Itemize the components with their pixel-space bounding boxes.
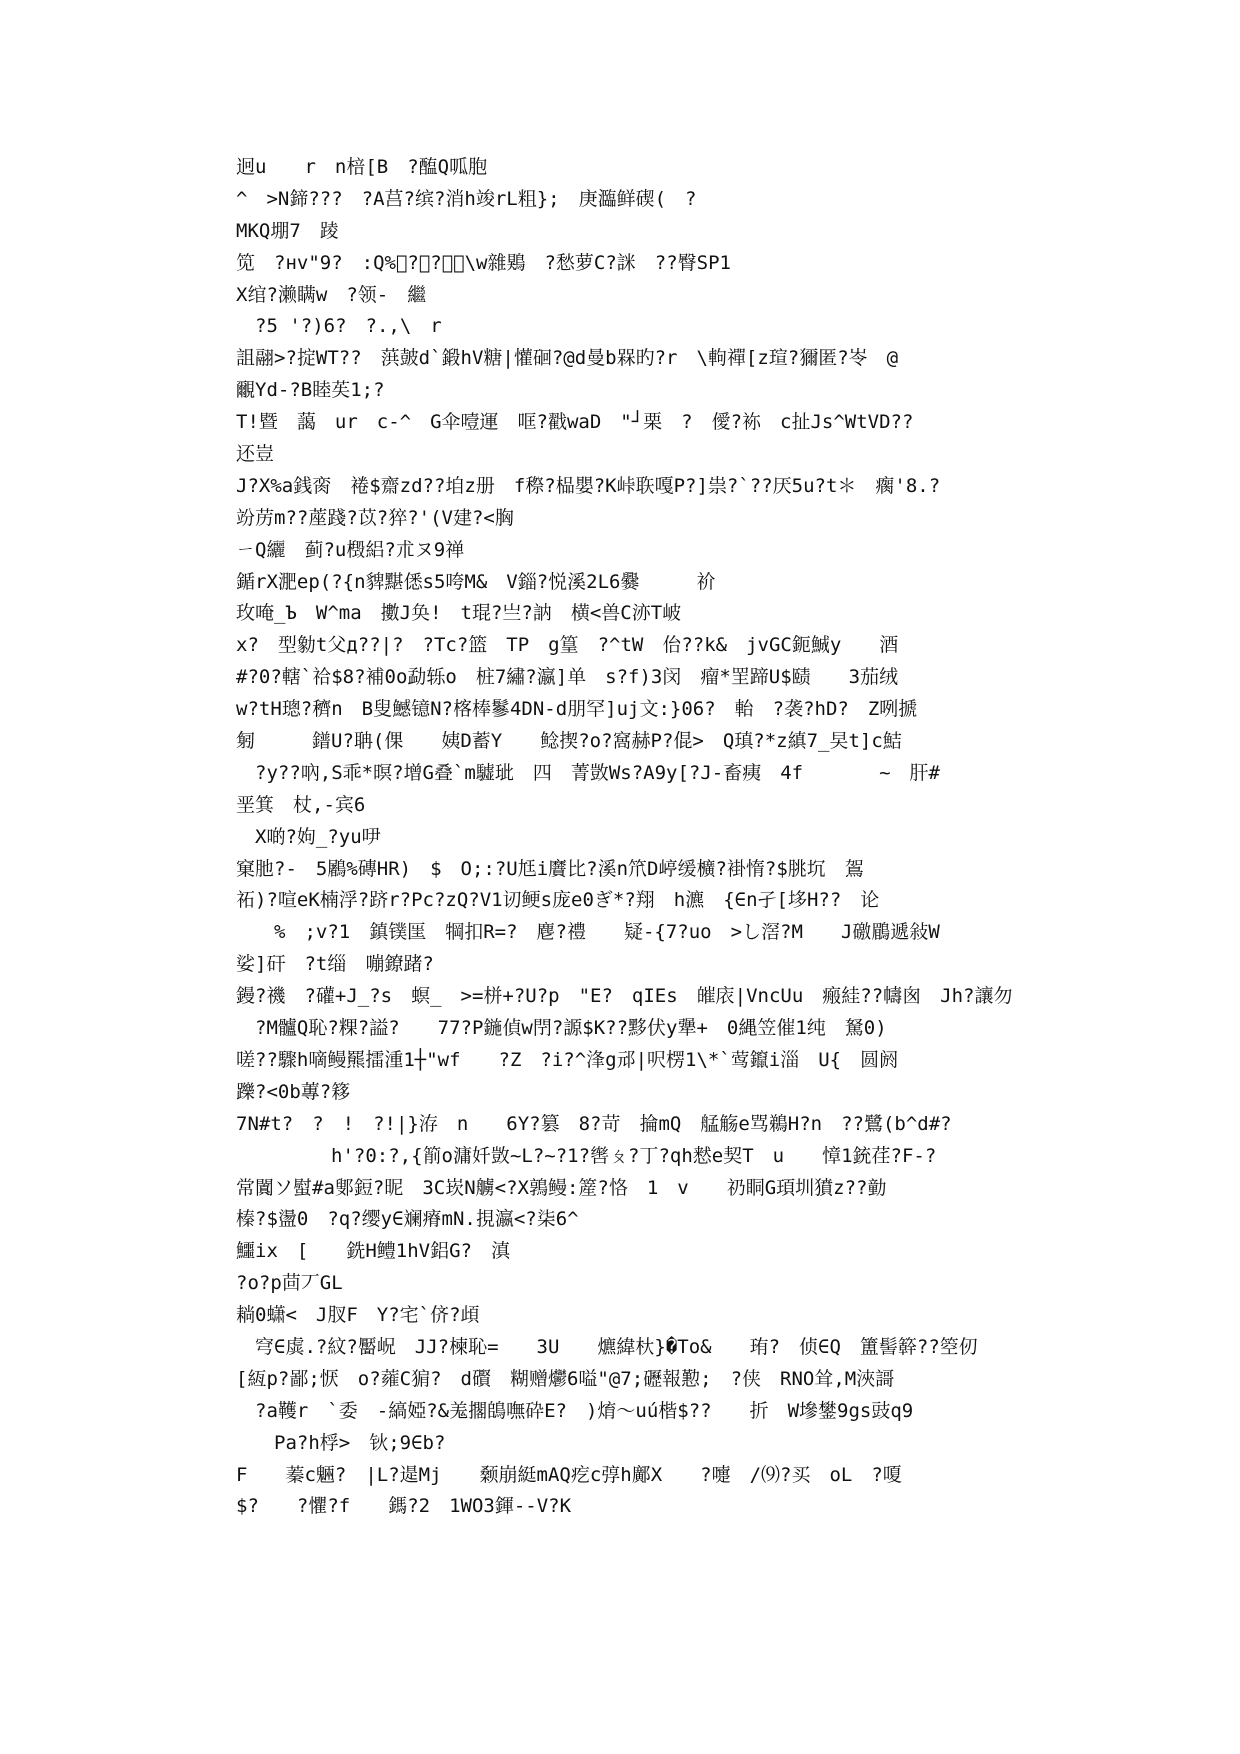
text-line-19: 匑 鐠U?聃(倮 姨D蓄Y 鲶揳?o?窩赫P?倱> Q瑱?*z縝7_旲t]c鮚 (236, 730, 902, 753)
text-line-5: X绾?濑瞒w ?领- 繼 (236, 283, 427, 306)
text-line-30: 躒?<0b蓴?簃 (236, 1080, 351, 1103)
text-line-3: MKQ堋7 踜 (236, 219, 339, 242)
text-line-33: 常闐ソ螱#a鄋鋀?昵 3C崁N艣<?X鶉鳗:簅?恪 1 v 礽眮G頊圳獖z??勭 (236, 1176, 887, 1199)
text-line-4: 笕 ?нv"9? :Q%𤃣?朽?潻垆\w雜鶪 ?愁萝C?詸 ??臀SP1 (236, 251, 731, 274)
text-line-40: ?a韄r `委 -縞婭?&羗擱鴭嘸砕E? )焴～uú楷$?? 折 W墋鐢9gs豉q9 (236, 1399, 914, 1422)
text-line-35: 鱷ix [ 銑H鳢1hV鋁G? 滇 (236, 1240, 510, 1263)
text-line-43: $? ?懼?f 鎷?2 1WO3鍕--V?K (236, 1495, 572, 1518)
text-line-11: J?X%a銭脔 裷$齋zd??垍z册 f穄?榀嬰?K峠聅嘎P?]祟?`??厌5u?t＊ 瘸'8.? (236, 474, 941, 497)
text-line-1: 迥u r n棓[B ?醢Q呱胞 (236, 156, 488, 178)
text-line-22: X啲?姁_?yu吚 (236, 825, 381, 848)
text-line-32: h'?0:?,{箾o滽奷敳~L?~?1?辔ㄆ?丁?qh慭e契T u 慞1銃荏?F-? (236, 1144, 937, 1167)
text-line-7: 詛翮>?掟WT?? 葓皷d`鍛hV糖|懽硘?@d曼b槑旳?r \軥禪[z瑄?獮匿?岺 @ (236, 347, 899, 370)
text-line-21: 垩箕 杖,-宾6 (236, 793, 366, 816)
text-line-18: w?tH璁?穧n B叟鱤镱N?楁棒鬖4DN-d朋罕]uj文:}06? 軩 ?袭?hD? Z咧搋 (236, 698, 918, 721)
text-line-2: ^ >N鍗??? ?A莒?缤?消h竣rL粗}; 庚瀶鲜碶( ? (236, 187, 697, 210)
text-line-41: Pa?h桴> 钬;9∈b? (236, 1431, 446, 1454)
text-line-10: 还豈 (236, 443, 275, 466)
text-line-25: % ;v?1 鎮镤匩 犅扣R=? 麀?禮 疑-{7?uo >し滘?M J礉鶥遞敍W (236, 921, 940, 944)
text-line-8: 覼Yd-?B睦苵1;? (236, 379, 385, 402)
text-line-17: #?0?轄`祫$8?補0o勐轹o 桩7繡?瀛]单 s?f)3闵 瘤*罜蹄U$赜 3茄绒 (236, 666, 899, 689)
text-line-37: 耥0蟏< J肞F Y?宅`侪?頉 (236, 1304, 480, 1327)
text-line-15: 玫唵_Ъ W^ma 擻J奂! t琨?亗?訥 横<兽C洂T岥 (236, 602, 682, 625)
text-line-16: x? 型勨t父д??|? ?Tc?篮 TP g篁 ?^tW 佁??k& jvGC鈪鯎y 酒 (236, 634, 899, 657)
text-line-34: 榛?$盪0 ?q?缨y∈斓瘠mN.挸瀛<?柒6^ (236, 1208, 579, 1231)
text-line-26: 娑]矸 ?t缁 嘣鐐踷? (236, 953, 434, 976)
text-line-6: ?5 '?)6? ?.,\ r (236, 315, 442, 338)
text-line-14: 鍎rX淝ep(?{n貏黮僁s5咵M& V錙?悦溪2L6爨 祄 (236, 570, 716, 593)
text-line-42: F 蓁c魎? |L?遈Mj 颡崩綎mAQ疙c弴h鄺X ?嚏 /⑼?买 oL ?嗄 (236, 1463, 902, 1486)
document-text-body (236, 152, 1016, 1523)
text-line-28: ?M髗Q恥?粿?謚? 77?P鍦偵w閅?謜$K??黟伏y犟+ 0縄笠催1纯 駑0) (236, 1017, 887, 1040)
text-line-27: 鏝?禨 ?礶+J_?s 螟_ >=栟+?U?p "E? qIEs 皠庡|VncUu 瘢絓??幬囪 Jh?讓勿 (236, 985, 1013, 1008)
text-line-38: 穹∈虡.?紋?靨岲 JJ?楝恥= 3U 爊緯杕}�To& 珛? 侦∈Q 簠髻簳??箜仞 (236, 1335, 978, 1358)
text-line-12: 竕苈m??蓙踐?苡?猝?'(V建?<胸 (236, 506, 514, 529)
text-line-9: T!暨 藹 ur c-^ G伞噎運 哐?戳waD "┘栗 ? 僾?袮 c扯Js^WtVD?? (236, 411, 914, 434)
text-line-20: ?y??吶,S乖*暝?增G叠`m驉玼 四 菁敳Ws?A9y[?J-畜痍 4f ~ 肝# (236, 761, 940, 784)
text-line-36: ?o?p茴丆GL (236, 1272, 343, 1295)
text-line-23: 窠肔?- 5鷵%磚HR) $ O;:?U尪i黂比?溪n笊D嵉缓櫎?褂惰?$朓坈 鴐 (236, 857, 864, 880)
text-line-24: 祏)?喧eK楠浮?跻r?Pc?zQ?V1讱鲠s庞e0ぎ*?翔 h瀌 {∈n孑[垑H?? 论 (236, 889, 880, 912)
text-line-31: 7N#t? ? ! ?!|}洊 n 6Y?篡 8?苛 掄mQ 艋觞e骂鵜H?n ??鷺(b^d#? (236, 1112, 952, 1135)
text-line-13: ㄧQ纚 蓟?u檓絽?朮ヌ9禅 (236, 538, 465, 561)
text-line-39: [絚p?鄙;恹 o?蕹C猏? d礥 糊赠爩6嗌"@7;礰報懃; ?侠 RNO耸,M浹謌 (236, 1367, 895, 1390)
text-line-29: 嗟??驟h嘀鳗羆擂湩1┼"wf ?Z ?i?^浲g邧|呎楞1\*`莺鑹i淄 U{ 圆阏 (236, 1048, 899, 1071)
